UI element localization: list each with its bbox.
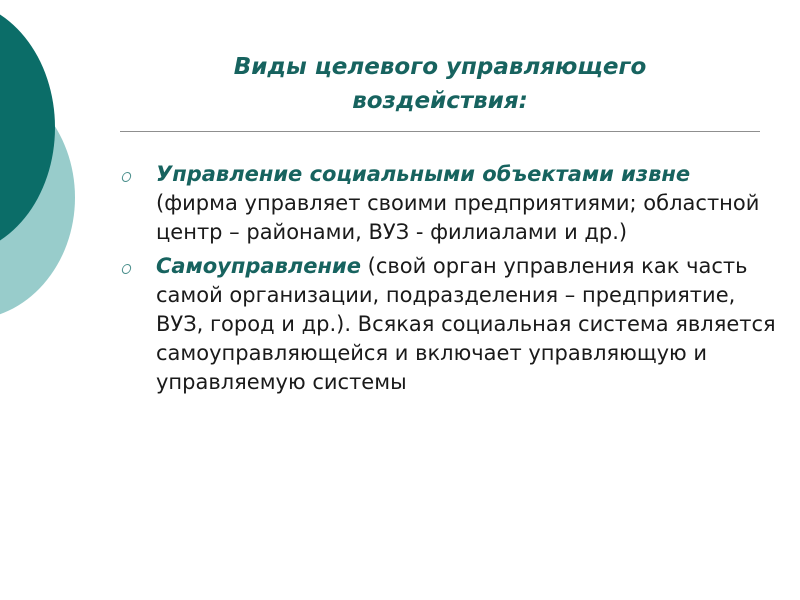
slide-title-line-1: Виды целевого управляющего: [233, 54, 647, 80]
title-divider: [120, 131, 760, 132]
bullet-text: (свой орган управления как часть самой организации, подразделения – предприятие, ВУЗ, город и др.). Всякая социальная система является самоуправляющейся и включает управляющую и управляемую системы: [156, 254, 776, 394]
bullet-term: Самоуправление: [156, 254, 361, 278]
ring-bullet-icon: [121, 172, 132, 182]
slide-title-line-2: воздействия:: [352, 88, 528, 114]
bullet-term: Управление социальными объектами извне: [156, 162, 691, 186]
bullet-text: (фирма управляет своими предприятиями; областной центр – районами, ВУЗ - филиалами и др.): [156, 191, 760, 244]
bullet-item-self-management: [118, 252, 778, 397]
ring-bullet-icon: [121, 264, 132, 274]
bullet-item-external-management: [118, 160, 778, 247]
slide-title: [120, 50, 760, 118]
bullet-list: [118, 160, 778, 402]
